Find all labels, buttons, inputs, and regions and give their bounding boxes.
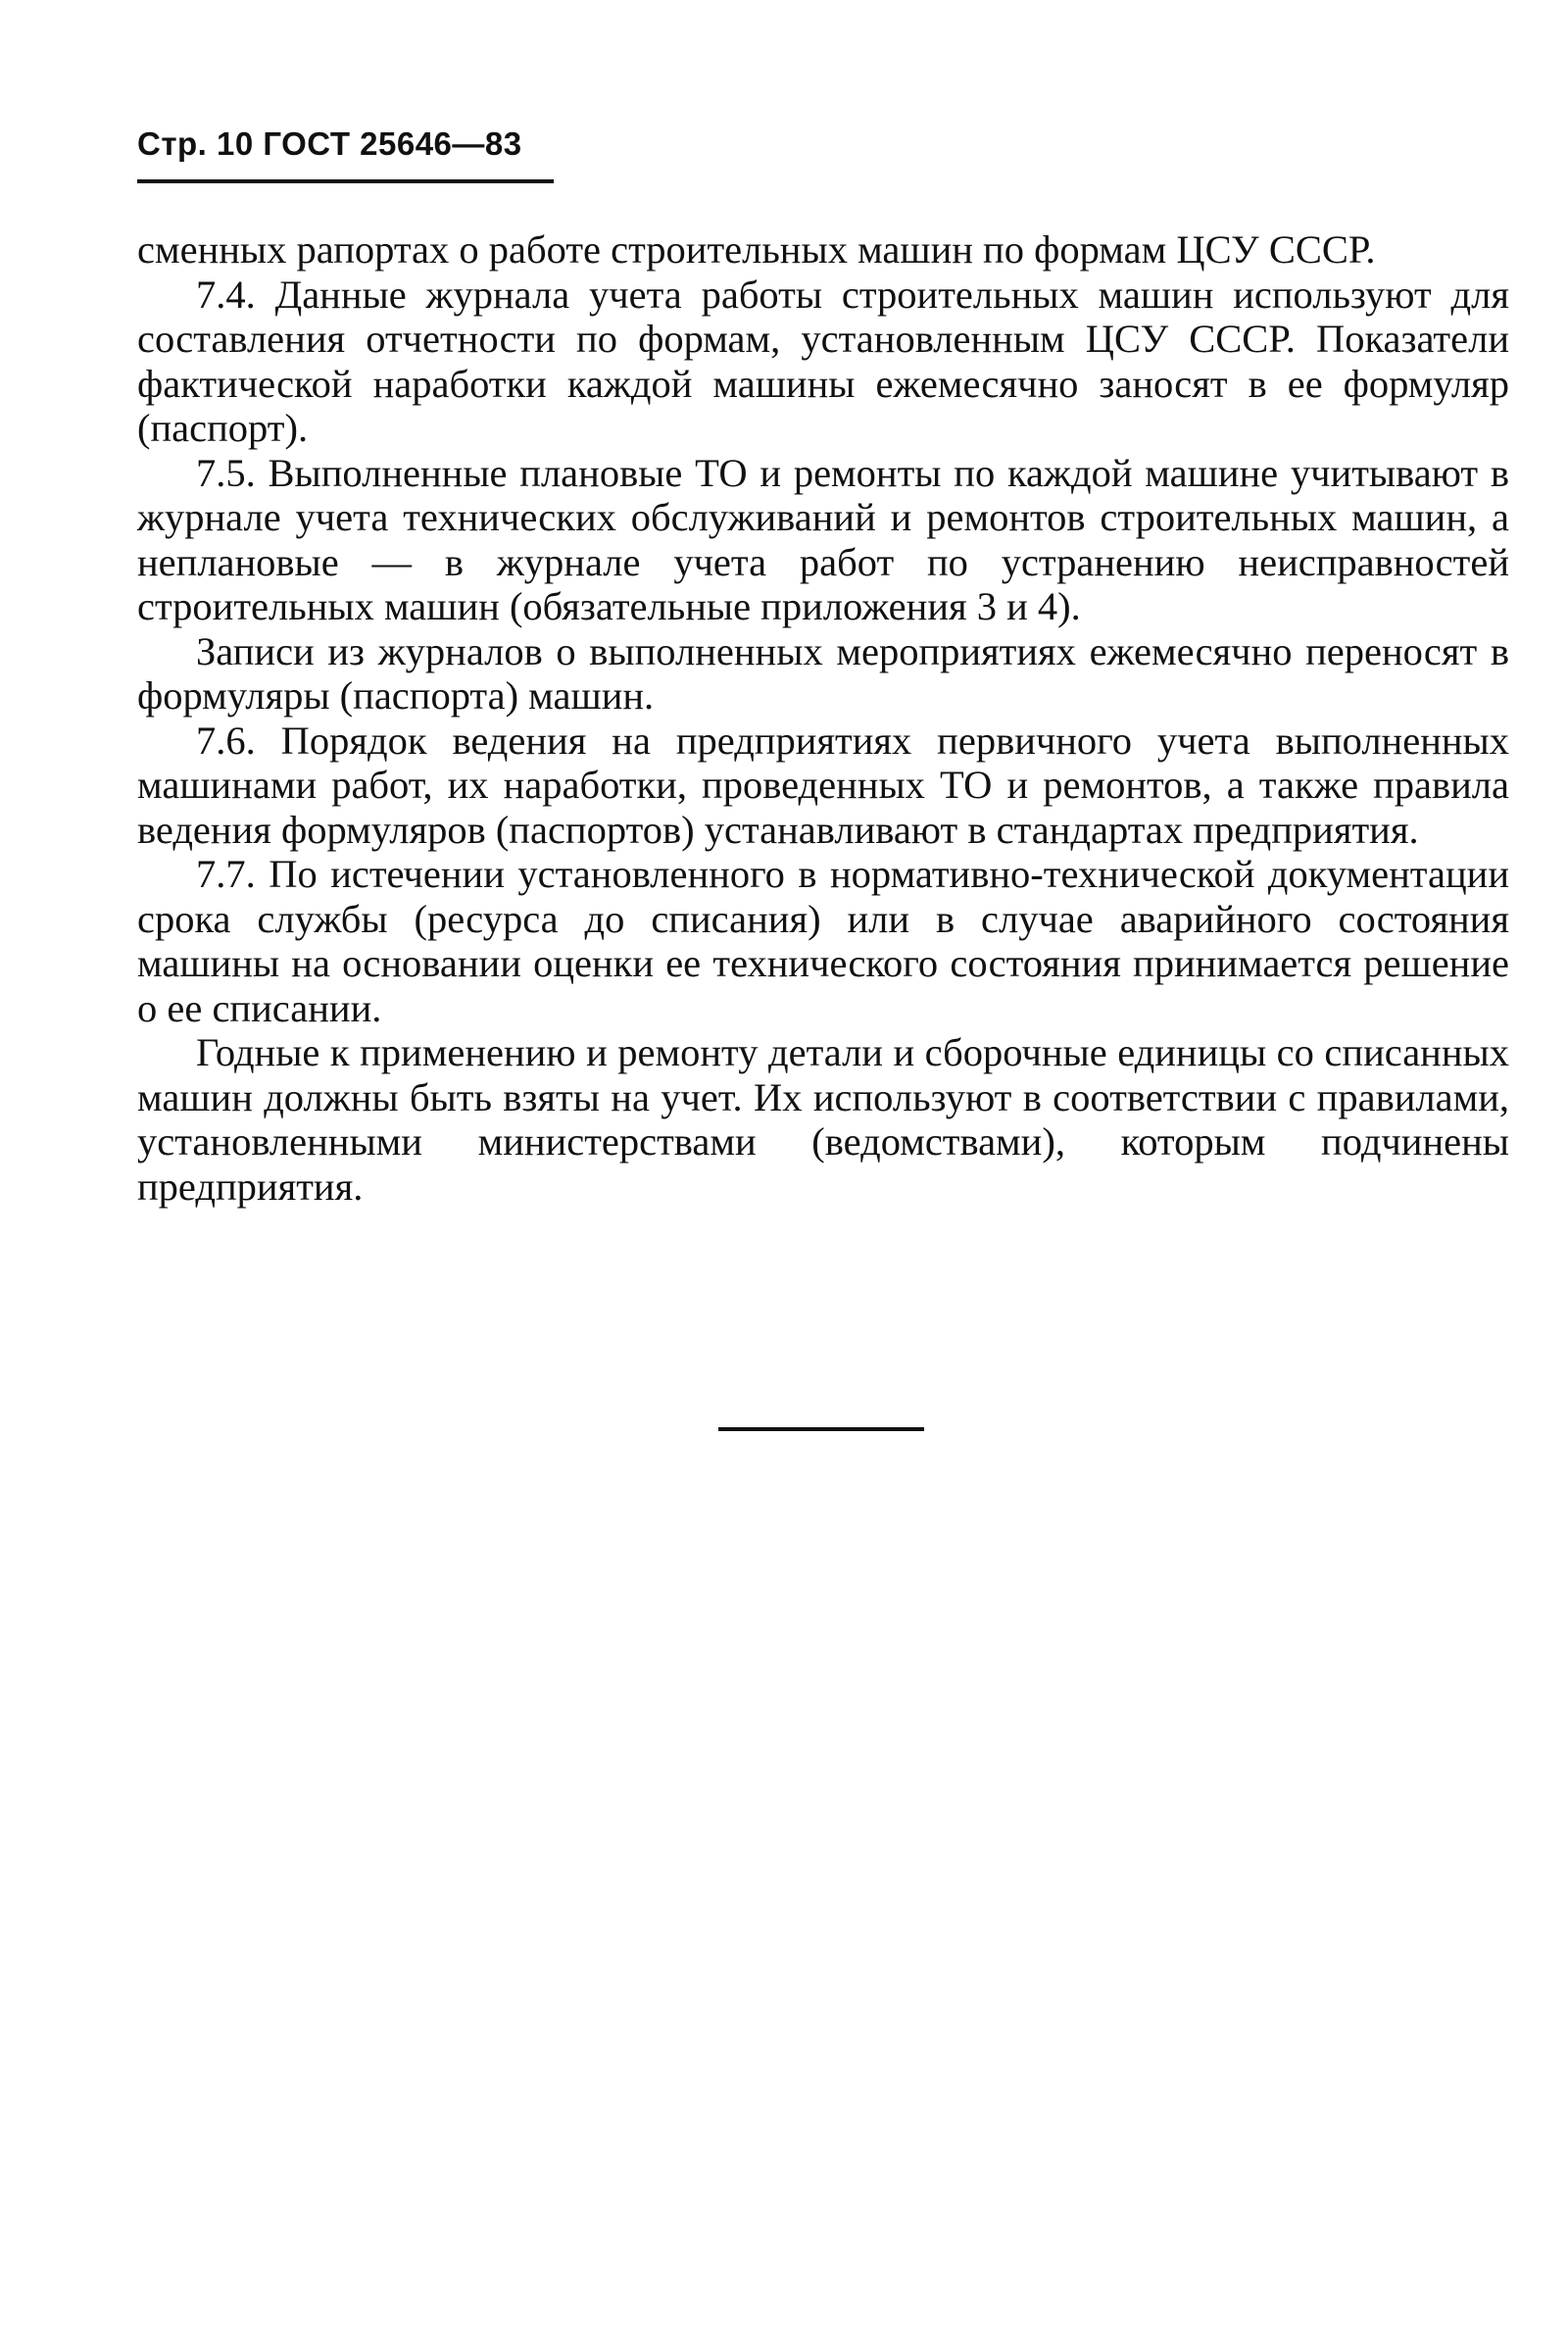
paragraph-7-4: 7.4. Данные журнала учета работы строительных машин используют для составления отчетности по формам, установленным ЦСУ СССР. Показатели фактической наработки каждой машины ежемесячно заносят в ее формуляр (паспорт).: [137, 272, 1509, 450]
paragraph-7-5-records: Записи из журналов о выполненных мероприятиях ежемесячно переносят в формуляры (паспорта) машин.: [137, 628, 1509, 718]
paragraph-7-7-parts: Годные к применению и ремонту детали и сборочные единицы со списанных машин должны быть взяты на учет. Их используют в соответствии с правилами, установленными министерствами (ведомствами), которым подчинены предприятия.: [137, 1030, 1509, 1209]
end-rule: [718, 1427, 924, 1431]
paragraph-7-6: 7.6. Порядок ведения на предприятиях первичного учета выполненных машинами работ, их наработки, проведенных ТО и ремонтов, а также правила ведения формуляров (паспортов) устанавливают в стандартах предприятия.: [137, 718, 1509, 852]
header-rule: [137, 179, 554, 183]
page-header: Стр. 10 ГОСТ 25646—83: [137, 125, 522, 162]
paragraph-7-5: 7.5. Выполненные плановые ТО и ремонты по каждой машине учитывают в журнале учета технических обслуживаний и ремонтов строительных машин, а неплановые — в журнале учета работ по устранению неисправностей строительных машин (обязательные приложения 3 и 4).: [137, 450, 1509, 628]
paragraph-7-7: 7.7. По истечении установленного в нормативно-технической документации срока службы (ресурса до списания) или в случае аварийного состояния машины на основании оценки ее технического состояния принимается решение о ее списании.: [137, 852, 1509, 1030]
document-body: [137, 227, 1509, 1209]
paragraph-continuation: сменных рапортах о работе строительных машин по формам ЦСУ СССР.: [137, 227, 1376, 272]
